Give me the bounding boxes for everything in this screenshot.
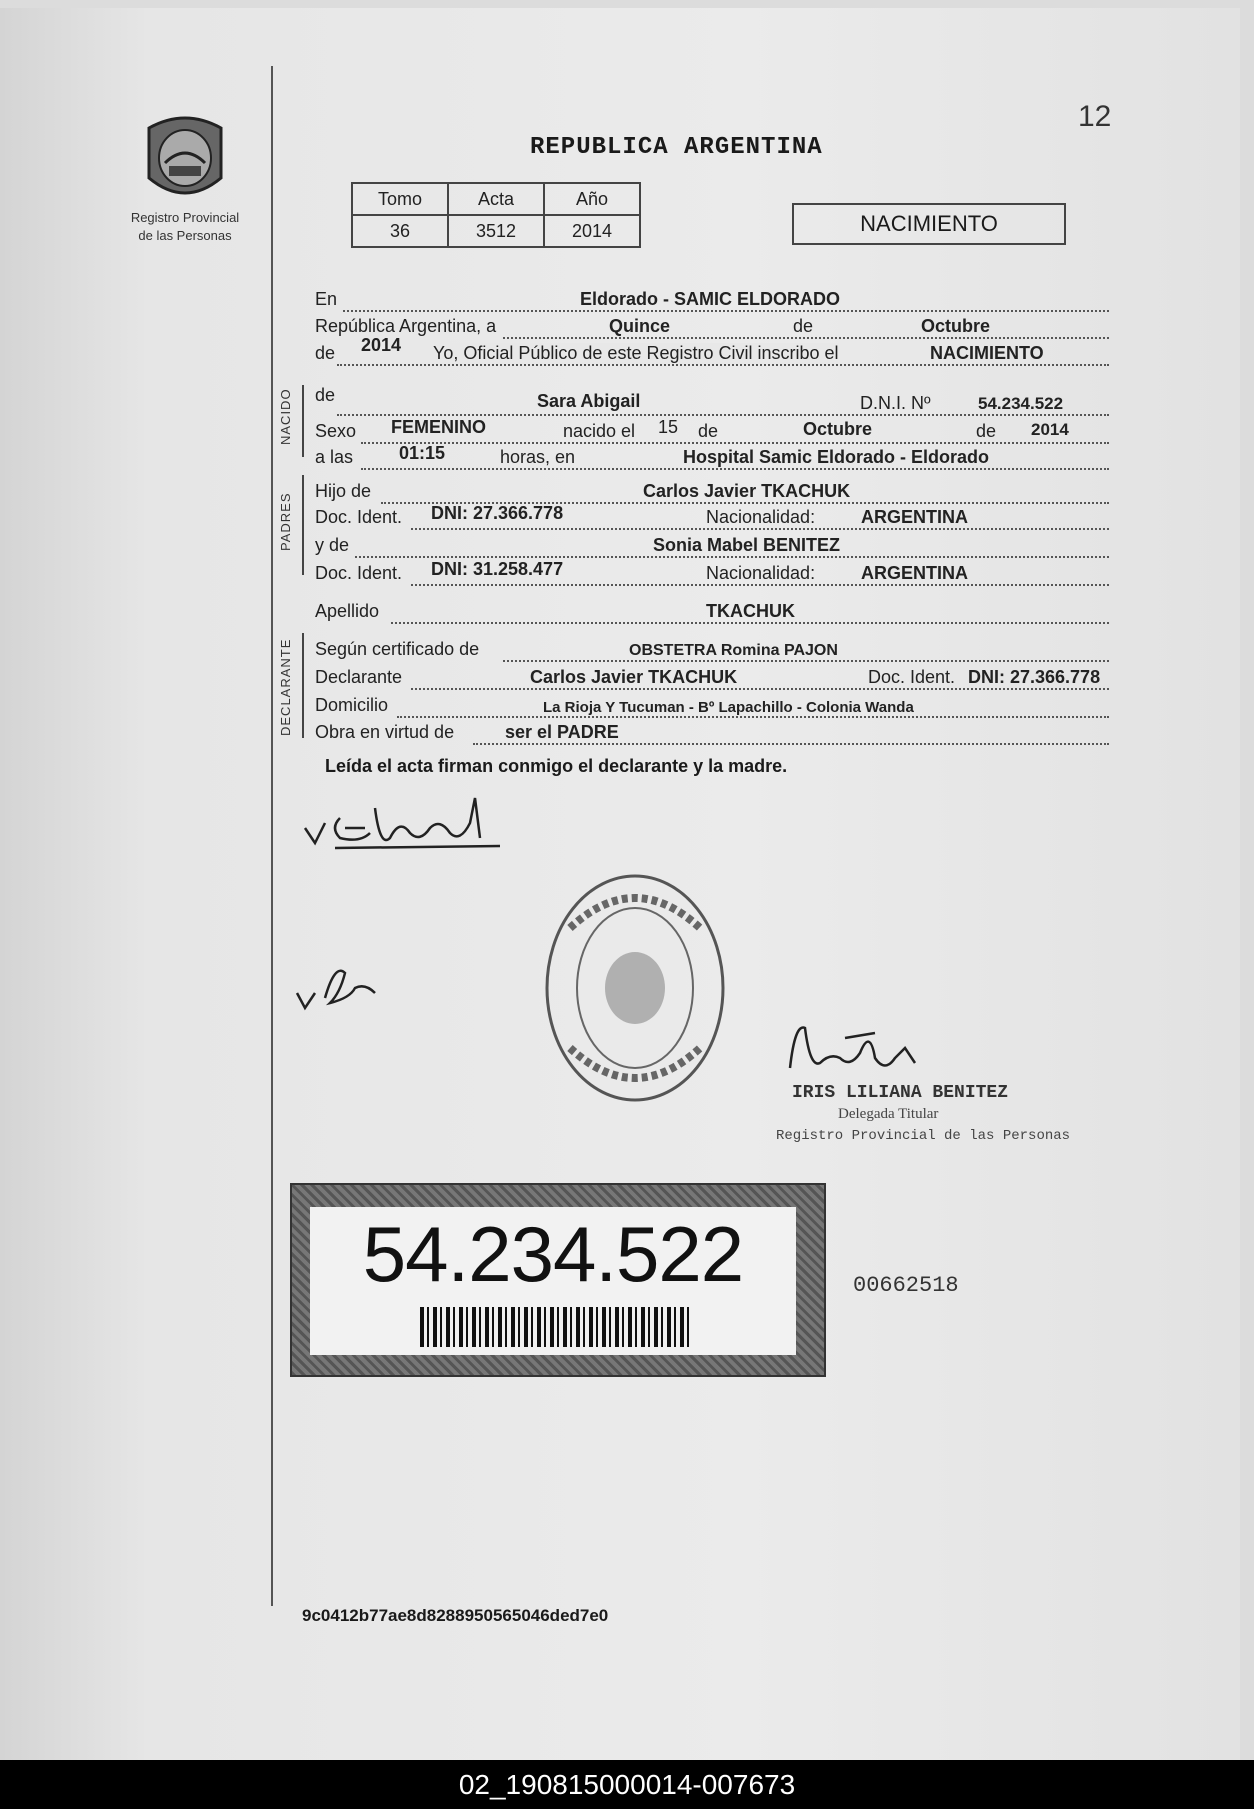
value-birth-year: 2014 xyxy=(1031,420,1069,439)
document-sheet xyxy=(0,8,1240,1760)
registry-stamp-icon xyxy=(540,868,730,1108)
label-alas: a las xyxy=(315,447,354,467)
bracket-declarante xyxy=(302,633,304,738)
value-declarante-doc: DNI: 27.366.778 xyxy=(968,667,1101,687)
label-declarante: Declarante xyxy=(315,667,403,687)
row-domicilio xyxy=(313,692,1110,718)
mother-signature-icon xyxy=(295,953,395,1013)
label-yo: Yo, Oficial Público de este Registro Civil inscribo el xyxy=(433,343,839,363)
row-en xyxy=(313,286,1110,312)
row-name xyxy=(313,385,1110,416)
row-republica xyxy=(313,313,1110,339)
row-hijo xyxy=(313,478,1110,504)
row-sexo xyxy=(313,418,1110,444)
label-dni: D.N.I. Nº xyxy=(860,393,931,413)
value-acta: 3512 xyxy=(448,215,544,247)
document-hash: 9c0412b77ae8d8288950565046ded7e0 xyxy=(302,1606,609,1625)
value-father: Carlos Javier TKACHUK xyxy=(643,481,851,501)
value-sexo: FEMENINO xyxy=(391,417,487,437)
value-ano: 2014 xyxy=(544,215,640,247)
row-mother-doc xyxy=(313,560,1110,586)
registry-logo xyxy=(120,108,250,244)
read-statement: Leída el acta firman conmigo el declarante y la madre. xyxy=(325,756,788,776)
label-obra: Obra en virtud de xyxy=(315,722,455,742)
record-type-box: NACIMIENTO xyxy=(792,203,1066,245)
label-doc: Doc. Ident. xyxy=(315,507,403,527)
label-doc-declarante: Doc. Ident. xyxy=(868,667,956,687)
row-year xyxy=(313,335,1110,366)
label-en: En xyxy=(315,289,338,309)
logo-caption-2: de las Personas xyxy=(138,228,232,243)
official-signature-icon xyxy=(785,1018,935,1083)
value-certificado: OBSTETRA Romina PAJON xyxy=(629,642,838,659)
barcode-bars-icon xyxy=(420,1307,690,1347)
value-domicilio: La Rioja Y Tucuman - Bº Lapachillo - Colonia Wanda xyxy=(543,699,914,716)
label-apellido: Apellido xyxy=(315,601,380,621)
value-dni: 54.234.522 xyxy=(978,394,1064,413)
header-tomo: Tomo xyxy=(352,183,448,215)
side-label-nacido: NACIDO xyxy=(278,388,293,445)
barcode-number: 54.234.522 xyxy=(362,1210,744,1298)
value-day: Quince xyxy=(609,316,671,336)
value-declarante: Carlos Javier TKACHUK xyxy=(530,667,738,687)
value-inscribe: NACIMIENTO xyxy=(930,343,1044,363)
row-hora xyxy=(313,444,1110,470)
official-registry: Registro Provincial de las Personas xyxy=(776,1128,1071,1144)
value-obra: ser el PADRE xyxy=(505,722,619,742)
label-de5: de xyxy=(976,421,997,441)
official-role: Delegada Titular xyxy=(838,1106,939,1122)
declarant-signature-icon xyxy=(300,788,540,858)
row-mother xyxy=(313,532,1110,558)
page-number: 12 xyxy=(1078,100,1112,133)
serial-number: 00662518 xyxy=(853,1273,959,1298)
row-father-doc xyxy=(313,504,1110,530)
value-father-doc: DNI: 27.366.778 xyxy=(431,503,564,523)
label-segun: Según certificado de xyxy=(315,639,480,659)
label-nacionalidad-mother: Nacionalidad: xyxy=(706,563,816,583)
document-title: REPUBLICA ARGENTINA xyxy=(530,134,823,161)
value-en: Eldorado - SAMIC ELDORADO xyxy=(580,289,840,309)
bracket-nacido xyxy=(302,385,304,457)
value-tomo: 36 xyxy=(352,215,448,247)
value-mother-nat: ARGENTINA xyxy=(861,563,968,583)
side-label-declarante: DECLARANTE xyxy=(278,638,293,736)
value-apellido: TKACHUK xyxy=(706,601,795,621)
footer-id: 02_190815000014-007673 xyxy=(0,1760,1254,1809)
value-mother: Sonia Mabel BENITEZ xyxy=(653,535,841,555)
barcode-label xyxy=(290,1183,826,1377)
margin-line xyxy=(271,66,273,1606)
row-declarante xyxy=(313,664,1110,690)
record-table xyxy=(351,182,641,248)
label-horas: horas, en xyxy=(500,447,576,467)
value-year: 2014 xyxy=(361,335,402,355)
label-doc-mother: Doc. Ident. xyxy=(315,563,403,583)
value-father-nat: ARGENTINA xyxy=(861,507,968,527)
row-certificado xyxy=(313,636,1110,662)
provincial-seal-icon xyxy=(139,108,231,208)
value-birth-day: 15 xyxy=(658,417,679,437)
side-label-padres: PADRES xyxy=(278,492,293,551)
official-name: IRIS LILIANA BENITEZ xyxy=(792,1083,1009,1103)
value-hour: 01:15 xyxy=(399,443,446,463)
logo-caption-1: Registro Provincial xyxy=(130,210,240,225)
header-acta: Acta xyxy=(448,183,544,215)
row-apellido xyxy=(313,598,1110,624)
header-ano: Año xyxy=(544,183,640,215)
label-nacido: nacido el xyxy=(563,421,636,441)
row-obra xyxy=(313,719,1110,745)
label-de2: de xyxy=(315,343,336,363)
bracket-padres xyxy=(302,475,304,575)
label-de4: de xyxy=(698,421,719,441)
label-republica: República Argentina, a xyxy=(315,316,497,336)
value-month: Octubre xyxy=(921,316,991,336)
value-name: Sara Abigail xyxy=(537,391,641,411)
value-place: Hospital Samic Eldorado - Eldorado xyxy=(683,447,990,467)
label-domicilio: Domicilio xyxy=(315,695,389,715)
label-nacionalidad: Nacionalidad: xyxy=(706,507,816,527)
label-yde: y de xyxy=(315,535,350,555)
label-de3: de xyxy=(315,385,336,405)
value-birth-month: Octubre xyxy=(803,419,873,439)
label-hijo: Hijo de xyxy=(315,481,372,501)
value-mother-doc: DNI: 31.258.477 xyxy=(431,559,564,579)
label-de: de xyxy=(793,316,814,336)
label-sexo: Sexo xyxy=(315,421,357,441)
